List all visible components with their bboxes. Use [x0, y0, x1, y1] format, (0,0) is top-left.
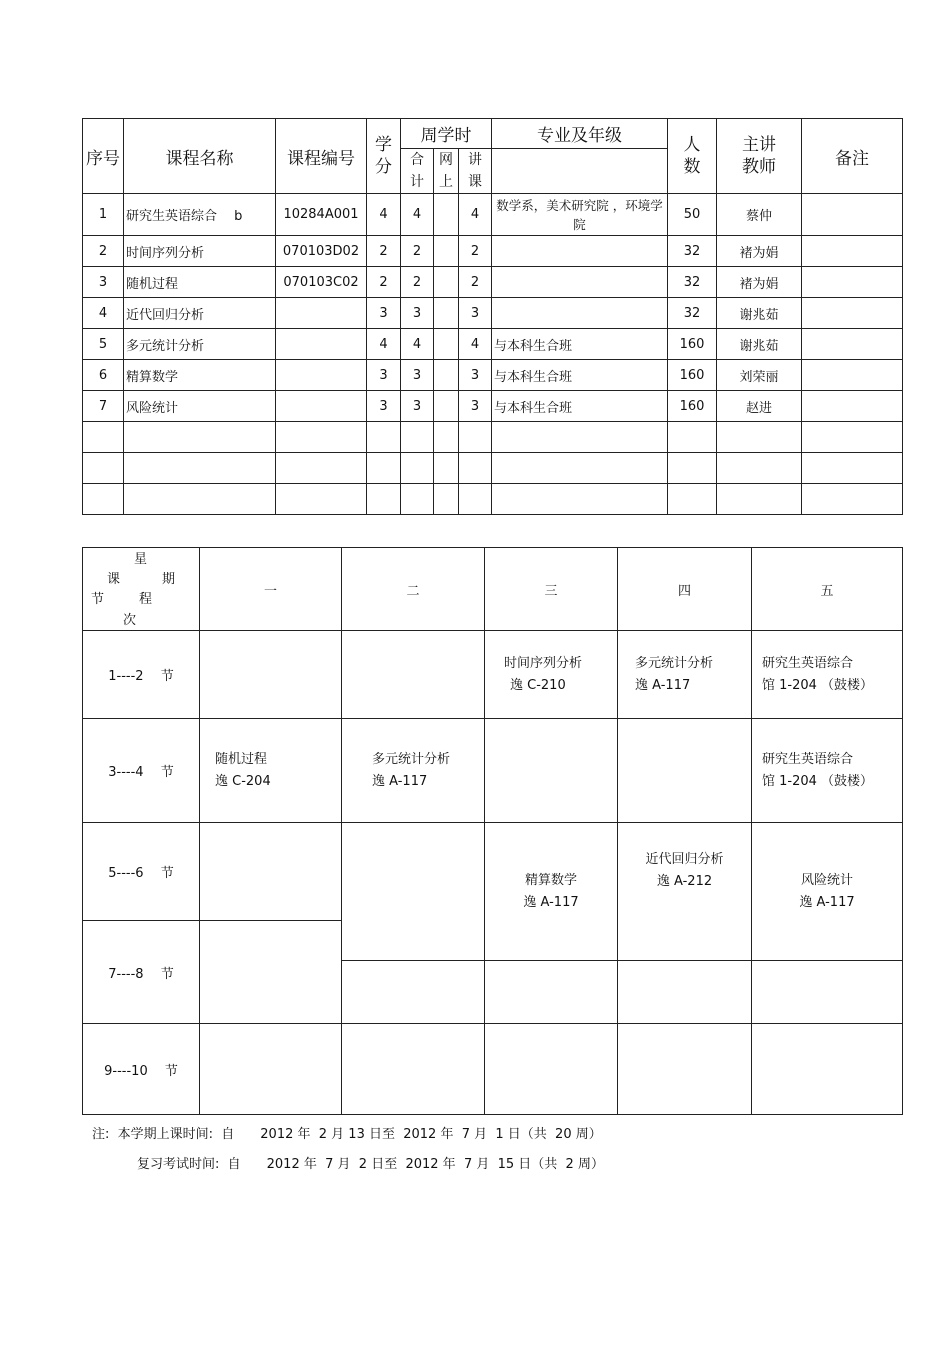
empty-cell	[367, 422, 401, 453]
header-total-line2: 计	[410, 174, 424, 190]
cell-major: 与本科生合班	[492, 360, 668, 391]
cell-teacher: 谢兆茹	[717, 329, 802, 360]
cell-lecture: 3	[459, 360, 492, 391]
cell-name: 研究生英语综合 b	[124, 194, 276, 236]
period-label-5-6: 5----6 节	[83, 823, 200, 921]
cell-remark	[802, 267, 903, 298]
course-room: 逸 A-212	[656, 874, 713, 889]
header-major-blank	[492, 149, 668, 194]
cell-major: 数学系，美术研究院 ，环境学院	[492, 194, 668, 236]
header-credit	[367, 119, 401, 194]
cell-remark	[802, 298, 903, 329]
slot-fri-3-4	[752, 719, 903, 823]
cell-name: 精算数学	[124, 360, 276, 391]
empty-cell	[492, 453, 668, 484]
header-credit-line1: 学	[375, 135, 392, 155]
cell-people: 50	[668, 194, 717, 236]
cell-seq: 6	[83, 360, 124, 391]
corner-header	[83, 548, 200, 631]
cell-major	[492, 236, 668, 267]
table-row	[83, 298, 903, 329]
empty-cell	[124, 453, 276, 484]
cell-remark	[802, 360, 903, 391]
cell-teacher: 褚为娟	[717, 236, 802, 267]
slot-wed-9-10	[485, 1024, 618, 1115]
empty-cell	[717, 422, 802, 453]
empty-cell	[434, 453, 459, 484]
empty-row	[83, 484, 903, 515]
header-total	[401, 149, 434, 194]
day-header-wed: 三	[485, 548, 618, 631]
note-exam: 复习考试时间: 自 2012 年 7 月 2 日至 2012 年 7 月 15 日（共 2 周）	[137, 1157, 604, 1172]
slot-mon-7-8	[200, 921, 342, 1024]
slot-fri-5-6	[752, 823, 903, 961]
cell-total: 4	[401, 194, 434, 236]
cell-code	[276, 391, 367, 422]
table-row	[83, 236, 903, 267]
day-header-fri: 五	[752, 548, 903, 631]
empty-cell	[668, 453, 717, 484]
cell-name: 多元统计分析	[124, 329, 276, 360]
header-lecture-line2: 课	[468, 174, 482, 190]
cell-online	[434, 194, 459, 236]
slot-wed-1-2	[485, 631, 618, 719]
slot-tue-7-8	[342, 961, 485, 1024]
empty-cell	[276, 484, 367, 515]
header-teacher-line2: 教师	[742, 157, 777, 177]
cell-seq: 3	[83, 267, 124, 298]
course-title: 研究生英语综合	[762, 751, 854, 767]
course-room: 逸 A-117	[523, 894, 579, 910]
course-title: 多元统计分析	[635, 655, 714, 671]
course-room: 逸 A-117	[799, 894, 855, 910]
corner-jie: 节	[91, 592, 105, 607]
cell-code: 10284A001	[276, 194, 367, 236]
cell-online	[434, 298, 459, 329]
course-title: 精算数学	[524, 872, 577, 888]
slot-fri-7-8	[752, 961, 903, 1024]
header-lecture-line1: 讲	[468, 152, 482, 168]
slot-mon-9-10	[200, 1024, 342, 1115]
course-room: 逸 C-210	[510, 677, 566, 693]
cell-credit: 4	[367, 329, 401, 360]
empty-cell	[668, 484, 717, 515]
cell-major	[492, 298, 668, 329]
cell-people: 160	[668, 329, 717, 360]
course-title: 研究生英语综合	[762, 655, 854, 671]
course-table	[82, 118, 903, 515]
empty-cell	[367, 484, 401, 515]
cell-name: 近代回归分析	[124, 298, 276, 329]
slot-thu-9-10	[618, 1024, 752, 1115]
header-online-line1: 网	[439, 152, 453, 168]
empty-cell	[367, 453, 401, 484]
cell-credit: 3	[367, 391, 401, 422]
header-people-line2: 数	[683, 157, 701, 177]
cell-remark	[802, 236, 903, 267]
empty-cell	[492, 422, 668, 453]
corner-ci: 次	[123, 613, 137, 628]
table-row	[83, 391, 903, 422]
course-room: 逸 C-204	[215, 773, 271, 789]
cell-credit: 3	[367, 360, 401, 391]
cell-name: 随机过程	[124, 267, 276, 298]
corner-xing: 星	[134, 552, 148, 567]
slot-mon-5-6	[200, 823, 342, 921]
day-header-tue: 二	[342, 548, 485, 631]
period-label-3-4: 3----4 节	[83, 719, 200, 823]
course-room: 逸 A-117	[635, 677, 691, 693]
course-title: 风险统计	[800, 872, 853, 888]
cell-total: 3	[401, 391, 434, 422]
cell-credit: 2	[367, 267, 401, 298]
empty-row	[83, 453, 903, 484]
table-row	[83, 329, 903, 360]
cell-credit: 4	[367, 194, 401, 236]
cell-seq: 2	[83, 236, 124, 267]
cell-seq: 1	[83, 194, 124, 236]
cell-lecture: 4	[459, 194, 492, 236]
cell-remark	[802, 391, 903, 422]
cell-online	[434, 329, 459, 360]
header-credit-line2: 分	[375, 157, 392, 177]
cell-lecture: 2	[459, 267, 492, 298]
slot-wed-7-8	[485, 961, 618, 1024]
cell-name: 时间序列分析	[124, 236, 276, 267]
empty-row	[83, 422, 903, 453]
cell-total: 3	[401, 360, 434, 391]
cell-teacher: 谢兆茹	[717, 298, 802, 329]
cell-online	[434, 391, 459, 422]
period-label-7-8: 7----8 节	[83, 921, 200, 1024]
empty-cell	[276, 453, 367, 484]
header-course-code: 课程编号	[276, 119, 367, 194]
table-row	[83, 267, 903, 298]
empty-cell	[124, 484, 276, 515]
slot-wed-5-6	[485, 823, 618, 961]
slot-wed-3-4	[485, 719, 618, 823]
cell-code	[276, 298, 367, 329]
note-semester: 注: 本学期上课时间: 自 2012 年 2 月 13 日至 2012 年 7 月 1 日（共 20 周）	[92, 1127, 602, 1142]
cell-credit: 3	[367, 298, 401, 329]
header-online	[434, 149, 459, 194]
slot-tue-1-2	[342, 631, 485, 719]
day-header-thu: 四	[618, 548, 752, 631]
slot-tue-5-6	[342, 823, 485, 961]
header-people-line1: 人	[683, 135, 701, 155]
empty-cell	[802, 453, 903, 484]
empty-cell	[401, 484, 434, 515]
cell-seq: 5	[83, 329, 124, 360]
cell-seq: 4	[83, 298, 124, 329]
cell-major	[492, 267, 668, 298]
header-online-line2: 上	[439, 174, 453, 190]
cell-online	[434, 267, 459, 298]
empty-cell	[668, 422, 717, 453]
course-title: 多元统计分析	[372, 751, 451, 767]
cell-teacher: 赵进	[717, 391, 802, 422]
cell-credit: 2	[367, 236, 401, 267]
empty-cell	[492, 484, 668, 515]
header-teacher-line1: 主讲	[742, 135, 777, 155]
cell-people: 32	[668, 298, 717, 329]
slot-thu-7-8	[618, 961, 752, 1024]
header-major: 专业及年级	[492, 119, 668, 149]
table-row	[83, 194, 903, 236]
cell-people: 32	[668, 236, 717, 267]
header-seq: 序号	[83, 119, 124, 194]
empty-cell	[124, 422, 276, 453]
cell-people: 160	[668, 391, 717, 422]
cell-seq: 7	[83, 391, 124, 422]
cell-online	[434, 360, 459, 391]
slot-tue-3-4	[342, 719, 485, 823]
course-room: 馆 1-204 （鼓楼）	[762, 677, 874, 693]
period-label-1-2: 1----2 节	[83, 631, 200, 719]
slot-tue-9-10	[342, 1024, 485, 1115]
header-people	[668, 119, 717, 194]
cell-lecture: 4	[459, 329, 492, 360]
empty-cell	[459, 484, 492, 515]
slot-fri-9-10	[752, 1024, 903, 1115]
schedule-table	[82, 547, 903, 1115]
cell-code	[276, 360, 367, 391]
empty-cell	[459, 453, 492, 484]
empty-cell	[434, 484, 459, 515]
cell-remark	[802, 194, 903, 236]
corner-ke: 课	[107, 572, 121, 587]
period-label-9-10: 9----10 节	[83, 1024, 200, 1115]
empty-cell	[802, 484, 903, 515]
slot-thu-5-6	[618, 823, 752, 961]
cell-code: 070103C02	[276, 267, 367, 298]
cell-total: 4	[401, 329, 434, 360]
empty-cell	[717, 453, 802, 484]
cell-total: 2	[401, 236, 434, 267]
corner-cheng: 程	[139, 592, 153, 607]
empty-cell	[83, 453, 124, 484]
corner-qi: 期	[162, 572, 176, 587]
header-remark: 备注	[802, 119, 903, 194]
header-lecture	[459, 149, 492, 194]
cell-people: 160	[668, 360, 717, 391]
cell-remark	[802, 329, 903, 360]
cell-lecture: 3	[459, 391, 492, 422]
cell-online	[434, 236, 459, 267]
cell-teacher: 蔡仲	[717, 194, 802, 236]
table-row	[83, 360, 903, 391]
cell-total: 3	[401, 298, 434, 329]
slot-thu-3-4	[618, 719, 752, 823]
empty-cell	[401, 422, 434, 453]
header-weekly-hours: 周学时	[401, 119, 492, 149]
cell-major: 与本科生合班	[492, 329, 668, 360]
cell-teacher: 褚为娟	[717, 267, 802, 298]
empty-cell	[717, 484, 802, 515]
cell-lecture: 2	[459, 236, 492, 267]
course-title: 近代回归分析	[645, 852, 724, 867]
empty-cell	[83, 484, 124, 515]
slot-thu-1-2	[618, 631, 752, 719]
empty-cell	[276, 422, 367, 453]
header-total-line1: 合	[410, 152, 424, 168]
cell-code	[276, 329, 367, 360]
slot-mon-1-2	[200, 631, 342, 719]
header-teacher	[717, 119, 802, 194]
slot-fri-1-2	[752, 631, 903, 719]
empty-cell	[83, 422, 124, 453]
cell-code: 070103D02	[276, 236, 367, 267]
empty-cell	[459, 422, 492, 453]
header-course-name: 课程名称	[124, 119, 276, 194]
empty-cell	[434, 422, 459, 453]
cell-lecture: 3	[459, 298, 492, 329]
course-title: 随机过程	[215, 751, 268, 767]
empty-cell	[401, 453, 434, 484]
cell-major: 与本科生合班	[492, 391, 668, 422]
day-header-mon: 一	[200, 548, 342, 631]
cell-total: 2	[401, 267, 434, 298]
course-room: 逸 A-117	[372, 773, 428, 789]
cell-teacher: 刘荣丽	[717, 360, 802, 391]
cell-name: 风险统计	[124, 391, 276, 422]
empty-cell	[802, 422, 903, 453]
course-title: 时间序列分析	[504, 655, 583, 671]
course-room: 馆 1-204 （鼓楼）	[762, 773, 874, 789]
cell-people: 32	[668, 267, 717, 298]
slot-mon-3-4	[200, 719, 342, 823]
